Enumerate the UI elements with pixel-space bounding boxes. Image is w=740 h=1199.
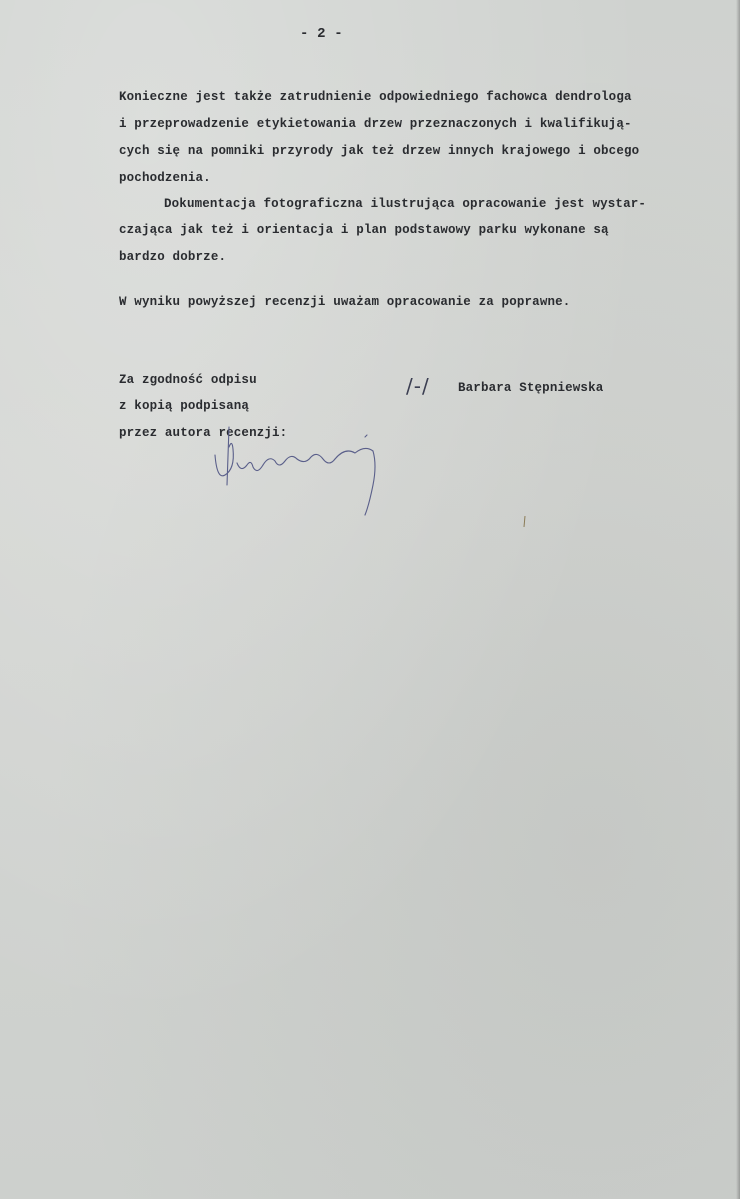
stray-pen-mark: [520, 515, 530, 529]
certification-line: przez autora recenzji:: [119, 426, 288, 440]
paragraph-line: cych się na pomniki przyrody jak też drzew innych krajowego i obcego: [119, 144, 640, 158]
paragraph-line: czająca jak też i orientacja i plan podstawowy parku wykonane są: [119, 223, 609, 237]
paragraph-line: i przeprowadzenie etykietowania drzew przeznaczonych i kwalifikują-: [119, 117, 632, 131]
certification-line: z kopią podpisaną: [119, 399, 250, 413]
handwritten-signature: [205, 425, 395, 520]
signatory-name: Barbara Stępniewska: [458, 381, 604, 395]
signed-mark: /-/: [406, 374, 430, 398]
paragraph-line: Konieczne jest także zatrudnienie odpowiedniego fachowca dendrologa: [119, 90, 632, 104]
paragraph-3: W wyniku powyższej recenzji uważam opracowanie za poprawne.: [119, 295, 571, 309]
certification-line: Za zgodność odpisu: [119, 373, 257, 387]
paragraph-line: pochodzenia.: [119, 171, 211, 185]
paragraph-line: bardzo dobrze.: [119, 250, 227, 264]
paragraph-line: Dokumentacja fotograficzna ilustrująca opracowanie jest wystar-: [164, 197, 647, 211]
page-number: - 2 -: [300, 26, 343, 42]
